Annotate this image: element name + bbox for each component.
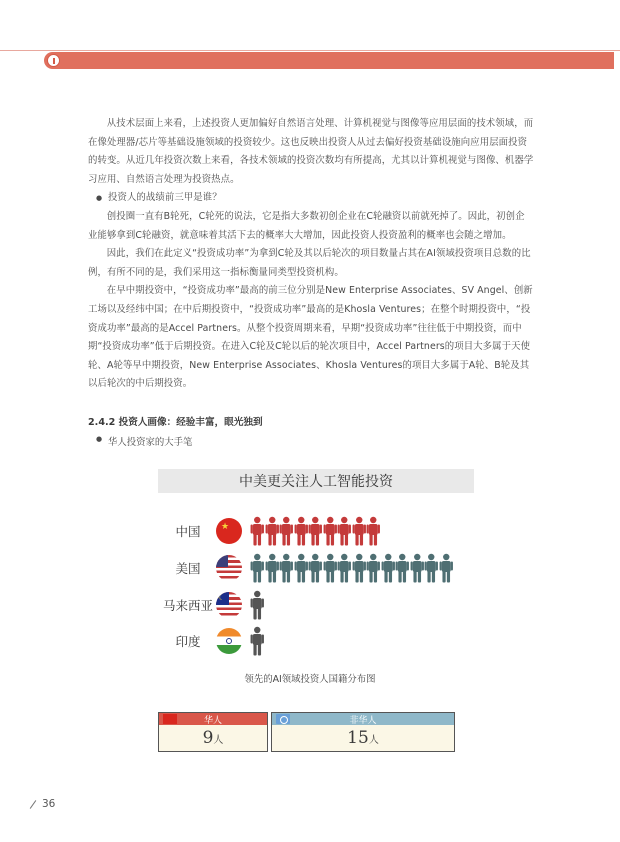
- china-flag-icon: ★: [216, 518, 242, 544]
- person-icon: [250, 553, 265, 583]
- card-value: [272, 725, 454, 754]
- header-rule: [0, 50, 620, 51]
- card-unit: 人: [213, 735, 224, 746]
- section-title: 2.4.2 投资人画像：经验丰富，眼光独到: [88, 417, 263, 428]
- country-row-malaysia: [160, 588, 265, 622]
- person-icon: [279, 516, 294, 546]
- card-label: 非华人: [349, 715, 377, 726]
- un-flag-icon: [276, 714, 290, 724]
- chinese-investor-card: [158, 712, 268, 752]
- card-number: 9: [202, 728, 214, 748]
- paragraph: 创投圈一直有B轮死，C轮死的说法，它是指大多数初创企业在C轮融资以前就死掉了。因此，初创企业能够拿到C轮融资，就意味着其活下去的概率大大增加，因此投资人投资盈利的概率也会随之增加。: [88, 210, 525, 241]
- person-icon: [250, 626, 265, 656]
- card-number: 15: [347, 728, 369, 748]
- person-icon: [352, 516, 367, 546]
- card-unit: 人: [368, 735, 379, 746]
- country-row-india: [160, 624, 265, 658]
- person-icon: [366, 516, 381, 546]
- person-icon: [381, 553, 396, 583]
- non-chinese-investor-card: [271, 712, 455, 752]
- person-icons-china: [250, 516, 381, 546]
- person-icon: [279, 553, 294, 583]
- body-text-block: [88, 115, 534, 394]
- person-icon: [250, 516, 265, 546]
- person-icon: [308, 516, 323, 546]
- person-icon: [250, 590, 265, 620]
- info-icon: [47, 54, 60, 67]
- card-label: 华人: [203, 715, 222, 726]
- country-label: 美国: [175, 561, 201, 576]
- person-icon: [395, 553, 410, 583]
- malaysia-flag-icon: ☾: [216, 592, 242, 618]
- card-value: [159, 725, 267, 754]
- paragraph: 在早中期投资中，“投资成功率”最高的前三位分别是New Enterprise Associates、SV Angel、创新工场以及经纬中国；在中后期投资中，“投资成功率”最高的是Khosla Ventures；在整个时期投资中，“投资成功率”最高的是Accel Partners。从整个投资周期来看，早期“投资成功率”往往低于中期投资，而中期“投资成功率”低于后期投资。在进入C轮及C轮以后的轮次项目中，Accel Partners的项目大多属于天使轮、A轮等早中期投资，New Enterprise Associates、Khosla Ventures的项目大多属于A轮、B轮及其以后轮次的中后期投资。: [88, 285, 533, 390]
- country-row-usa: [160, 551, 453, 585]
- paragraph: 从技术层面上来看，上述投资人更加偏好自然语言处理、计算机视觉与图像等应用层面的技术领域，而在像处理器/芯片等基础设施领域的投资较少。这也反映出投资人从过去偏好投资基础设施向应用层面投资的转变。从近几年投资次数上来看，各技术领域的投资次数均有所提高，尤其以计算机视觉与图像、机器学习应用、自然语言处理为投资热点。: [88, 118, 534, 185]
- person-icon: [337, 516, 352, 546]
- person-icon: [424, 553, 439, 583]
- person-icon: [323, 516, 338, 546]
- chart-caption: 领先的AI领域投资人国籍分布图: [244, 674, 376, 685]
- page-number-text: 36: [42, 798, 56, 810]
- country-label: 印度: [175, 634, 201, 649]
- bullet-item: ● 投资人的战绩前三甲是谁？: [88, 189, 534, 208]
- page-number: [28, 798, 55, 810]
- person-icon: [308, 553, 323, 583]
- us-flag-icon: [216, 555, 242, 581]
- person-icon: [265, 553, 280, 583]
- india-flag-icon: [216, 628, 242, 654]
- country-row-china: [160, 514, 381, 548]
- person-icons-usa: [250, 553, 453, 583]
- card-header: [272, 713, 454, 725]
- person-icon: [410, 553, 425, 583]
- person-icon: [366, 553, 381, 583]
- china-flag-icon: [163, 714, 177, 724]
- person-icon: [265, 516, 280, 546]
- chart-title: 中美更关注人工智能投资: [158, 469, 474, 493]
- person-icon: [294, 553, 309, 583]
- country-label: 马来西亚: [162, 598, 213, 613]
- paragraph: 因此，我们在此定义“投资成功率”为拿到C轮及其以后轮次的项目数量占其在AI领域投资项目总数的比例，有所不同的是，我们采用这一指标衡量同类型投资机构。: [88, 248, 531, 278]
- person-icon: [294, 516, 309, 546]
- header-bar: [44, 52, 614, 69]
- person-icons-india: [250, 626, 265, 656]
- person-icon: [439, 553, 454, 583]
- card-header: [159, 713, 267, 725]
- person-icon: [352, 553, 367, 583]
- person-icon: [323, 553, 338, 583]
- country-label: 中国: [175, 524, 201, 539]
- person-icon: [337, 553, 352, 583]
- person-icons-malaysia: [250, 590, 265, 620]
- section-bullet: ● 华人投资家的大手笔: [108, 434, 192, 448]
